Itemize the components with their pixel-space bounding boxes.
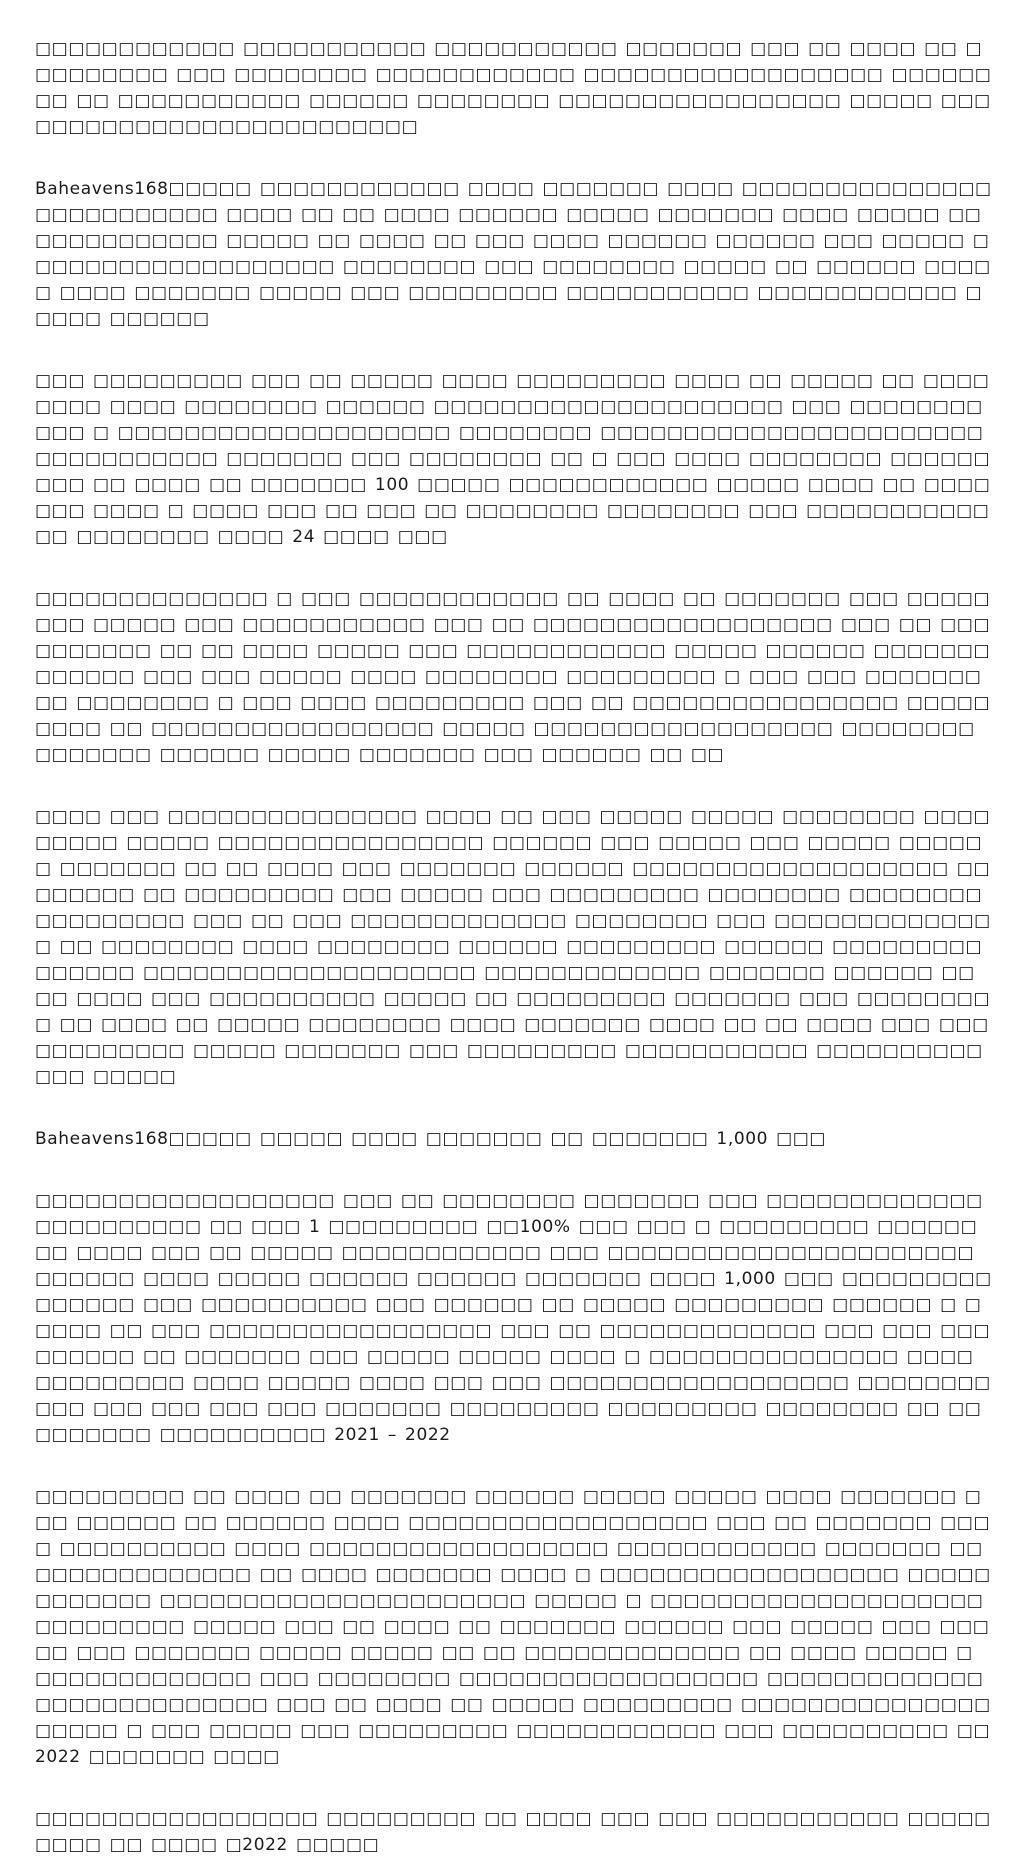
paragraph-heading-bonus: Baheavens168□□□□□ □□□□□ □□□□ □□□□□□□ □□ □□□□□□□ 1,000 □□□ (35, 1129, 827, 1149)
paragraph-5: □□□□ □□□ □□□□□□□□□□□□□□□ □□□□ □□ □□□ □□□□□ □□□□□ □□□□□□□□ □□□□□□□□□ □□□□□ □□□□□□□□□□□□□□□□ □□□□□□ □□□ □□□□□ □□□ □□□□□ □□□□□□ □□□□□□□ □□ □□ □□□□ □□□ □□□□□□□ □□□□□□ □□□□□□□□□□□□□□□□□□□ □□□□□□□□ □□ □□□□□□□□□ □□□ □□□□□ □□□ □□□□□□□□□ □□□□□□□□ □□□□□□□□ □□□□□□□□□ □□□ □□ □□□ □□□□□□□□□□□□□ □□□□□□□□ □□□ □□□□□□□□□□□□□□ □□ □□□□□□□□ □□□□ □□□□□□□□ □□□□□□ □□□□□□□□□ □□□□□□ □□□□□□□□□□□□□□□ □□□□□□□□□□□□□□□□□□□□ □□□□□□□□□□□□□ □□□□□□□ □□□□□□ □□ □□ □□□□ □□□ □□□□□□□□□□ □□□□□ □□ □□□□□□□□□ □□□□□□□ □□□ □□□□□□□□□ □□ □□□□ □□ □□□□□ □□□□□□□□ □□□□ □□□□□□□ □□□□ □□ □□ □□□□ □□□ □□□□□□□□□□□□ □□□□□ □□□□□□□ □□□ □□□□□□□□□ □□□□□□□□□□□ □□□□□□□□□□□□□ □□□□□ (35, 807, 991, 1087)
paragraph-2: Baheavens168□□□□□ □□□□□□□□□□□□ □□□□ □□□□□□□ □□□□ □□□□□□□□□□□□□□□□□□□□□□□□□□ □□□□ □□ □□ □□□□ □□□□□□ □□□□□ □□□□□□□ □□□□ □□□□□ □□□□□□□□□□□□□ □□□□□ □□ □□□□ □□ □□□ □□□□ □□□□□□ □□□□□□ □□□ □□□□□ □□□□□□□□□□□□□□□□□□□ □□□□□□□□ □□□ □□□□□□□□ □□□□□ □□ □□□□□□ □□□□□ □□□□ □□□□□□□ □□□□□ □□□ □□□□□□□□□ □□□□□□□□□□□ □□□□□□□□□□□□ □□□□□ □□□□□□ (35, 179, 992, 329)
paragraph-8: □□□□□□□□□ □□ □□□□ □□ □□□□□□□ □□□□□□ □□□□□ □□□□□ □□□□ □□□□□□□ □□□ □□□□□□ □□ □□□□□□ □□□□ □□□□□□□□□□□□□□□□□□ □□□ □□ □□□□□□□ □□□□ □□□□□□□□□□ □□□□ □□□□□□□□□□□□□□□□□□ □□□□□□□□□□□□ □□□□□□□ □□□□□□□□□□□□□□□ □□ □□□□ □□□□□□□ □□□□ □ □□□□□□□□□□□□□□□□□□ □□□□□□□□□□□□ □□□□□□□□□□□□□□□□□□□□□□ □□□□□ □ □□□□□□□□□□□□□□□□□□□□□□□□□□□□□ □□□□□ □□□ □□ □□□□ □□ □□□□□□□ □□□□□□ □□□ □□□□□ □□□ □□□□□ □□□ □□□□□□□ □□□□□ □□□□□ □□ □□ □□□□□□□□□□□□□ □□ □□□□ □□□□□ □ □□□□□□□□□□□□□ □□□ □□□□□□□□ □□□□□□□□□□□□□□□□□□ □□□□□□□□□□□□□□□□□□□□□□□□□□□ □□□ □□ □□□□ □□ □□□□□ □□□□□□□□□ □□□□□□□□□□□□□□□□□□□□ □ □□□ □□□□□ □□□ □□□□□□□□□ □□□□□□□□□□□□ □□□ □□□□□□□□□□ □□ 2022 □□□□□□□ □□□□ (35, 1487, 991, 1767)
paragraph-3: □□□ □□□□□□□□□ □□□ □□ □□□□□ □□□□ □□□□□□□□□ □□□□ □□ □□□□□ □□ □□□□□□□□ □□□□ □□□□□□□□ □□□□□□ □□□□□□□□□□□□□□□□□□□□□ □□□ □□□□□□□□ □□□ □ □□□□□□□□□□□□□□□□□□□□ □□□□□□□□ □□□□□□□□□□□□□□□□□□□□□□□□□□□□□□□□□□ □□□□□□□ □□□ □□□□□□□□ □□ □ □□□ □□□□ □□□□□□□□ □□□□□□□□□ □□ □□□□ □□ □□□□□□□ 100 □□□□□ □□□□□□□□□□□□ □□□□□ □□□□ □□ □□□□ □□□ □□□□ □ □□□□ □□□ □□ □□□ □□ □□□□□□□□ □□□□□□□□ □□□ □□□□□□□□□□□□□ □□□□□□□□ □□□□ 24 □□□□ □□□ (35, 371, 991, 547)
paragraph-7: □□□□□□□□□□□□□□□□□□ □□□ □□ □□□□□□□□ □□□□□□□ □□□ □□□□□□□□□□□□□□□□□□□□□□□ □□ □□□ 1 □□□□□□□□□ □□100% □□□ □□□ □ □□□□□□□□□ □□□□□□□□ □□□□ □□□ □□ □□□□□ □□□□□□□□□□□□ □□□ □□□□□□□□□□□□□□□□□□□□□□ □□□□□□ □□□□ □□□□□ □□□□□□ □□□□□□ □□□□□□□ □□□□ 1,000 □□□ □□□□□□□□□□□□□□□ □□□ □□□□□□□□□□ □□□ □□□□□□ □□ □□□□□ □□□□□□□□□ □□□□□□ □ □□□□□ □□ □□□ □□□□□□□□□□□□□□□□□ □□□ □□ □□□□□□□□□□□□□ □□□ □□□ □□□□□□□□□ □□ □□□□□□□ □□□ □□□□□ □□□□□ □□□□ □ □□□□□□□□□□□□□□□ □□□□ □□□□□□□□□ □□□□ □□□□□ □□□□ □□□ □□□ □□□□□□□□□□□□□□□□□□ □□□□□□□□□□□ □□□ □□□ □□□ □□□ □□□□□□□ □□□□□□□□□ □□□□□□□□□ □□□□□□□□ □□ □□□□□□□□□ □□□□□□□□□□ 2021 – 2022 (35, 1191, 992, 1445)
paragraph-9: □□□□□□□□□□□□□□□□□ □□□□□□□□□ □□ □□□□ □□□ □□□ □□□□□□□□□□□ □□□□□□□□□ □□ □□□□ □2022 □□□□□ (35, 1809, 991, 1855)
paragraph-1: □□□□□□□□□□□□ □□□□□□□□□□□ □□□□□□□□□□□ □□□□□□□ □□□ □□ □□□□ □□ □□□□□□□□□ □□□ □□□□□□□□ □□□□□□□□□□□□ □□□□□□□□□□□□□□□□□□ □□□□□□□□ □□ □□□□□□□□□□□ □□□□□□ □□□□□□□□ □□□□□□□□□□□□□□□□□ □□□□□ □□□□□□□□□□□□□□□□□□□□□□□□□□ (35, 39, 992, 137)
document-body (35, 36, 993, 1858)
paragraph-4: □□□□□□□□□□□□□□ □ □□□ □□□□□□□□□□□□ □□ □□□□ □□ □□□□□□□ □□□ □□□□□□□□ □□□□□ □□□ □□□□□□□□□□□ □□□ □□ □□□□□□□□□□□□□□□□□□ □□□ □□ □□□□□□□□□□ □□ □□ □□□□ □□□□□ □□□ □□□□□□□□□□□□ □□□□□ □□□□□□ □□□□□□□□□□□□□ □□□ □□□ □□□□□ □□□□ □□□□□□□□ □□□□□□□□□ □ □□□ □□□ □□□□□□□□□ □□□□□□□□ □ □□□ □□□□ □□□□□□□□□ □□□ □□ □□□□□□□□□□□□□□□□ □□□□□□□□□ □□ □□□□□□□□□□□□□□□□□ □□□□□ □□□□□□□□□□□□□□□□□□ □□□□□□□□ □□□□□□□ □□□□□□ □□□□□ □□□□□□□ □□□ □□□□□□ □□ □□ (35, 589, 991, 765)
